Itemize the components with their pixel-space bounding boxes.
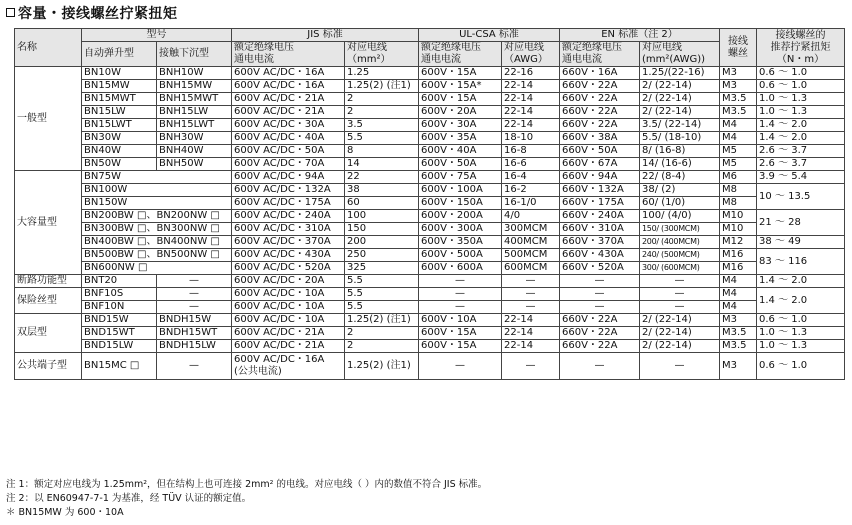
model-sink: BNH50W (157, 158, 232, 171)
en-rating: 660V・38A (560, 132, 640, 145)
model-auto: BN400BW □、BN400NW □ (82, 236, 232, 249)
ul-rating: 600V・20A (419, 106, 502, 119)
torque-value: 1.0 ～ 1.3 (757, 327, 845, 340)
ul-rating: 600V・100A (419, 184, 502, 197)
jis-rating: 600V AC/DC・175A (232, 197, 345, 210)
jis-wire: 3.5 (345, 119, 419, 132)
footnotes (6, 478, 487, 520)
ul-rating: — (419, 275, 502, 288)
jis-wire: 5.5 (345, 132, 419, 145)
ul-wire: 16-8 (502, 145, 560, 158)
en-wire: 200/ (400MCM) (640, 236, 720, 249)
model-auto: BN100W (82, 184, 232, 197)
table-row (15, 249, 845, 262)
ul-wire: 600MCM (502, 262, 560, 275)
ul-rating: 600V・15A (419, 93, 502, 106)
en-rating: 660V・132A (560, 184, 640, 197)
en-wire: 14/ (16-6) (640, 158, 720, 171)
torque-value: 1.4 ～ 2.0 (757, 288, 845, 314)
torque-value: 2.6 ～ 3.7 (757, 158, 845, 171)
jis-rating: 600V AC/DC・20A (232, 275, 345, 288)
torque-value: 0.6 ～ 1.0 (757, 353, 845, 380)
ul-wire: 22-14 (502, 80, 560, 93)
jis-wire: 22 (345, 171, 419, 184)
en-rating: 660V・520A (560, 262, 640, 275)
table-row (15, 67, 845, 80)
model-auto: BND15LW (82, 340, 157, 353)
jis-rating: 600V AC/DC・310A (232, 223, 345, 236)
table-row (15, 353, 845, 380)
ul-wire: 18-10 (502, 132, 560, 145)
torque-value: 3.9 ～ 5.4 (757, 171, 845, 184)
ul-rating: 600V・40A (419, 145, 502, 158)
ul-wire: 16-2 (502, 184, 560, 197)
spec-table (14, 28, 845, 380)
footnote-2: 注 2：以 EN60947-7-1 为基准，经 TÜV 认证的额定值。 (6, 493, 252, 504)
torque-value: 1.0 ～ 1.3 (757, 106, 845, 119)
en-rating: — (560, 301, 640, 314)
model-sink: — (157, 275, 232, 288)
en-rating: 660V・430A (560, 249, 640, 262)
ul-wire: 400MCM (502, 236, 560, 249)
jis-rating: 600V AC/DC・21A (232, 327, 345, 340)
square-bullet-icon (6, 8, 15, 17)
ul-wire: 22-14 (502, 340, 560, 353)
ul-wire: 16-6 (502, 158, 560, 171)
model-sink: — (157, 353, 232, 380)
en-rating: 660V・175A (560, 197, 640, 210)
jis-rating: 600V AC/DC・370A (232, 236, 345, 249)
screw-size: M3.5 (720, 93, 757, 106)
en-rating: 660V・22A (560, 80, 640, 93)
screw-size: M10 (720, 223, 757, 236)
model-auto: BN15MWT (82, 93, 157, 106)
model-auto: BN150W (82, 197, 232, 210)
model-auto: BNT20 (82, 275, 157, 288)
screw-size: M10 (720, 210, 757, 223)
model-sink: BNDH15WT (157, 327, 232, 340)
model-sink: BNH30W (157, 132, 232, 145)
jis-rating: 600V AC/DC・240A (232, 210, 345, 223)
table-row (15, 301, 845, 314)
header-screw: 接线 螺丝 (720, 29, 757, 67)
table-row (15, 119, 845, 132)
jis-wire: 2 (345, 327, 419, 340)
en-wire: — (640, 288, 720, 301)
model-auto: BND15WT (82, 327, 157, 340)
header-ul-rating: 额定绝缘电压 通电电流 (419, 42, 502, 67)
torque-value: 1.4 ～ 2.0 (757, 275, 845, 288)
jis-wire: 2 (345, 340, 419, 353)
table-row (15, 80, 845, 93)
model-sink: BNDH15LW (157, 340, 232, 353)
ul-wire: 22-14 (502, 327, 560, 340)
header-name: 名称 (15, 29, 82, 67)
table-row (15, 145, 845, 158)
en-rating: — (560, 288, 640, 301)
table-row (15, 106, 845, 119)
row-category: 双层型 (15, 314, 82, 353)
en-rating: — (560, 353, 640, 380)
ul-wire: 16-1/0 (502, 197, 560, 210)
ul-rating: — (419, 301, 502, 314)
jis-rating: 600V AC/DC・16A (232, 80, 345, 93)
torque-value: 1.0 ～ 1.3 (757, 340, 845, 353)
model-sink: BNH10W (157, 67, 232, 80)
en-rating: 660V・22A (560, 93, 640, 106)
header-ul-wire: 对应电线 （AWG） (502, 42, 560, 67)
screw-size: M3.5 (720, 340, 757, 353)
header-jis: JIS 标准 (232, 29, 419, 42)
table-row (15, 197, 845, 210)
en-rating: 660V・22A (560, 119, 640, 132)
jis-wire: 5.5 (345, 288, 419, 301)
ul-wire: — (502, 275, 560, 288)
screw-size: M8 (720, 184, 757, 197)
screw-size: M3 (720, 314, 757, 327)
header-en: EN 标准（注 2） (560, 29, 720, 42)
model-auto: BN15MC □ (82, 353, 157, 380)
jis-wire: 1.25(2) (注1) (345, 80, 419, 93)
screw-size: M5 (720, 145, 757, 158)
ul-rating: 600V・200A (419, 210, 502, 223)
ul-rating: 600V・150A (419, 197, 502, 210)
ul-rating: 600V・15A (419, 340, 502, 353)
model-auto: BN500BW □、BN500NW □ (82, 249, 232, 262)
jis-wire: 1.25 (345, 67, 419, 80)
model-auto: BN40W (82, 145, 157, 158)
torque-value: 1.4 ～ 2.0 (757, 132, 845, 145)
screw-size: M5 (720, 158, 757, 171)
jis-rating: 600V AC/DC・16A (232, 67, 345, 80)
ul-wire: 22-14 (502, 314, 560, 327)
en-wire: 2/ (22-14) (640, 80, 720, 93)
jis-wire: 200 (345, 236, 419, 249)
jis-rating: 600V AC/DC・70A (232, 158, 345, 171)
model-auto: BN600NW □ (82, 262, 232, 275)
en-wire: 150/ (300MCM) (640, 223, 720, 236)
ul-rating: 600V・10A (419, 314, 502, 327)
model-sink: BNH40W (157, 145, 232, 158)
model-sink: — (157, 288, 232, 301)
table-row (15, 340, 845, 353)
jis-wire: 1.25(2) (注1) (345, 314, 419, 327)
torque-value: 0.6 ～ 1.0 (757, 80, 845, 93)
ul-rating: 600V・30A (419, 119, 502, 132)
model-auto: BNF10S (82, 288, 157, 301)
jis-wire: 2 (345, 106, 419, 119)
jis-rating: 600V AC/DC・10A (232, 288, 345, 301)
jis-rating: 600V AC/DC・10A (232, 301, 345, 314)
ul-wire: — (502, 288, 560, 301)
screw-size: M16 (720, 262, 757, 275)
ul-rating: — (419, 353, 502, 380)
en-wire: 2/ (22-14) (640, 106, 720, 119)
en-wire: 8/ (16-8) (640, 145, 720, 158)
ul-rating: 600V・600A (419, 262, 502, 275)
jis-wire: 1.25(2) (注1) (345, 353, 419, 380)
table-row (15, 262, 845, 275)
screw-size: M12 (720, 236, 757, 249)
screw-size: M3.5 (720, 327, 757, 340)
header-model: 型号 (82, 29, 232, 42)
ul-wire: 22-14 (502, 119, 560, 132)
table-row (15, 93, 845, 106)
ul-rating: 600V・500A (419, 249, 502, 262)
header-en-rating: 额定绝缘电压 通电电流 (560, 42, 640, 67)
jis-rating: 600V AC/DC・21A (232, 340, 345, 353)
screw-size: M3 (720, 353, 757, 380)
jis-rating: 600V AC/DC・21A (232, 93, 345, 106)
en-wire: 240/ (500MCM) (640, 249, 720, 262)
screw-size: M6 (720, 171, 757, 184)
jis-wire: 38 (345, 184, 419, 197)
jis-rating: 600V AC/DC・10A (232, 314, 345, 327)
torque-value: 0.6 ～ 1.0 (757, 314, 845, 327)
ul-rating: 600V・35A (419, 132, 502, 145)
model-auto: BNF10N (82, 301, 157, 314)
en-wire: 38/ (2) (640, 184, 720, 197)
ul-wire: 22-14 (502, 106, 560, 119)
en-rating: 660V・22A (560, 314, 640, 327)
row-category: 公共端子型 (15, 353, 82, 380)
row-category: 保险丝型 (15, 288, 82, 314)
header-en-wire: 对应电线 (mm²(AWG)) (640, 42, 720, 67)
ul-wire: 16-4 (502, 171, 560, 184)
ul-wire: — (502, 353, 560, 380)
jis-wire: 250 (345, 249, 419, 262)
ul-rating: 600V・75A (419, 171, 502, 184)
header-ul: UL-CSA 标准 (419, 29, 560, 42)
header-model-auto: 自动弹升型 (82, 42, 157, 67)
en-wire: 1.25/(22-16) (640, 67, 720, 80)
table-row (15, 132, 845, 145)
jis-rating: 600V AC/DC・520A (232, 262, 345, 275)
ul-wire: 4/0 (502, 210, 560, 223)
en-wire: 60/ (1/0) (640, 197, 720, 210)
model-sink: BNH15LWT (157, 119, 232, 132)
torque-value: 83 ～ 116 (757, 249, 845, 275)
header-jis-rating: 额定绝缘电压 通电电流 (232, 42, 345, 67)
table-row (15, 158, 845, 171)
torque-value: 10 ～ 13.5 (757, 184, 845, 210)
jis-rating: 600V AC/DC・132A (232, 184, 345, 197)
row-category: 断路功能型 (15, 275, 82, 288)
table-row (15, 210, 845, 223)
table-row (15, 275, 845, 288)
model-sink: BNH15LW (157, 106, 232, 119)
screw-size: M3.5 (720, 106, 757, 119)
en-wire: 2/ (22-14) (640, 327, 720, 340)
ul-rating: — (419, 288, 502, 301)
ul-wire: 22-14 (502, 93, 560, 106)
en-rating: 660V・22A (560, 327, 640, 340)
en-wire: 300/ (600MCM) (640, 262, 720, 275)
jis-wire: 8 (345, 145, 419, 158)
screw-size: M4 (720, 132, 757, 145)
en-wire: — (640, 353, 720, 380)
jis-rating: 600V AC/DC・50A (232, 145, 345, 158)
jis-wire: 60 (345, 197, 419, 210)
en-wire: 2/ (22-14) (640, 314, 720, 327)
torque-value: 38 ～ 49 (757, 236, 845, 249)
table-row (15, 223, 845, 236)
row-category: 大容量型 (15, 171, 82, 275)
ul-rating: 600V・350A (419, 236, 502, 249)
jis-rating: 600V AC/DC・40A (232, 132, 345, 145)
ul-wire: 500MCM (502, 249, 560, 262)
en-wire: 2/ (22-14) (640, 93, 720, 106)
model-auto: BN200BW □、BN200NW □ (82, 210, 232, 223)
model-auto: BN75W (82, 171, 232, 184)
jis-wire: 2 (345, 93, 419, 106)
en-wire: 100/ (4/0) (640, 210, 720, 223)
model-auto: BN15LW (82, 106, 157, 119)
jis-rating: 600V AC/DC・21A (232, 106, 345, 119)
en-rating: 660V・22A (560, 340, 640, 353)
table-row (15, 171, 845, 184)
footnote-1: 注 1：额定对应电线为 1.25mm²，但在结构上也可连接 2mm² 的电线。对应电线（ ）内的数值不符合 JIS 标准。 (6, 479, 488, 490)
torque-value: 21 ～ 28 (757, 210, 845, 236)
jis-rating: 600V AC/DC・30A (232, 119, 345, 132)
jis-rating: 600V AC/DC・430A (232, 249, 345, 262)
model-auto: BN30W (82, 132, 157, 145)
page-title: 容量・接线螺丝拧紧扭矩 (6, 3, 178, 23)
header-model-sink: 接触下沉型 (157, 42, 232, 67)
table-row (15, 314, 845, 327)
jis-wire: 14 (345, 158, 419, 171)
model-auto: BN50W (82, 158, 157, 171)
spec-table-body (15, 67, 845, 380)
table-row (15, 288, 845, 301)
model-auto: BN300BW □、BN300NW □ (82, 223, 232, 236)
jis-wire: 100 (345, 210, 419, 223)
torque-value: 1.0 ～ 1.3 (757, 93, 845, 106)
screw-size: M16 (720, 249, 757, 262)
ul-rating: 600V・300A (419, 223, 502, 236)
ul-wire: 22-16 (502, 67, 560, 80)
ul-rating: 600V・50A (419, 158, 502, 171)
en-wire: 3.5/ (22-14) (640, 119, 720, 132)
model-sink: BNH15MWT (157, 93, 232, 106)
ul-wire: — (502, 301, 560, 314)
model-sink: BNDH15W (157, 314, 232, 327)
model-auto: BND15W (82, 314, 157, 327)
en-rating: — (560, 275, 640, 288)
jis-wire: 5.5 (345, 275, 419, 288)
table-row (15, 327, 845, 340)
torque-value: 1.4 ～ 2.0 (757, 119, 845, 132)
table-row (15, 236, 845, 249)
en-rating: 660V・240A (560, 210, 640, 223)
jis-rating: 600V AC/DC・94A (232, 171, 345, 184)
jis-rating: 600V AC/DC・16A (公共电流) (232, 353, 345, 380)
en-wire: — (640, 301, 720, 314)
torque-value: 0.6 ～ 1.0 (757, 67, 845, 80)
en-rating: 660V・16A (560, 67, 640, 80)
ul-rating: 600V・15A (419, 327, 502, 340)
screw-size: M3 (720, 80, 757, 93)
header-torque: 接线螺丝的 推荐拧紧扭矩 （N・m） (757, 29, 845, 67)
en-rating: 660V・50A (560, 145, 640, 158)
en-wire: — (640, 275, 720, 288)
screw-size: M4 (720, 301, 757, 314)
screw-size: M4 (720, 288, 757, 301)
jis-wire: 150 (345, 223, 419, 236)
en-wire: 5.5/ (18-10) (640, 132, 720, 145)
torque-value: 2.6 ～ 3.7 (757, 145, 845, 158)
en-wire: 22/ (8-4) (640, 171, 720, 184)
ul-rating: 600V・15A* (419, 80, 502, 93)
en-rating: 660V・22A (560, 106, 640, 119)
model-auto: BN10W (82, 67, 157, 80)
en-rating: 660V・370A (560, 236, 640, 249)
table-row (15, 184, 845, 197)
en-rating: 660V・67A (560, 158, 640, 171)
model-auto: BN15LWT (82, 119, 157, 132)
model-sink: BNH15MW (157, 80, 232, 93)
jis-wire: 5.5 (345, 301, 419, 314)
row-category: 一般型 (15, 67, 82, 171)
footnote-3: ＊ BN15MW 为 600・10A (6, 507, 124, 518)
ul-wire: 300MCM (502, 223, 560, 236)
screw-size: M8 (720, 197, 757, 210)
en-rating: 660V・94A (560, 171, 640, 184)
screw-size: M3 (720, 67, 757, 80)
model-sink: — (157, 301, 232, 314)
screw-size: M4 (720, 275, 757, 288)
screw-size: M4 (720, 119, 757, 132)
en-wire: 2/ (22-14) (640, 340, 720, 353)
header-jis-wire: 对应电线 （mm²） (345, 42, 419, 67)
model-auto: BN15MW (82, 80, 157, 93)
ul-rating: 600V・15A (419, 67, 502, 80)
jis-wire: 325 (345, 262, 419, 275)
en-rating: 660V・310A (560, 223, 640, 236)
